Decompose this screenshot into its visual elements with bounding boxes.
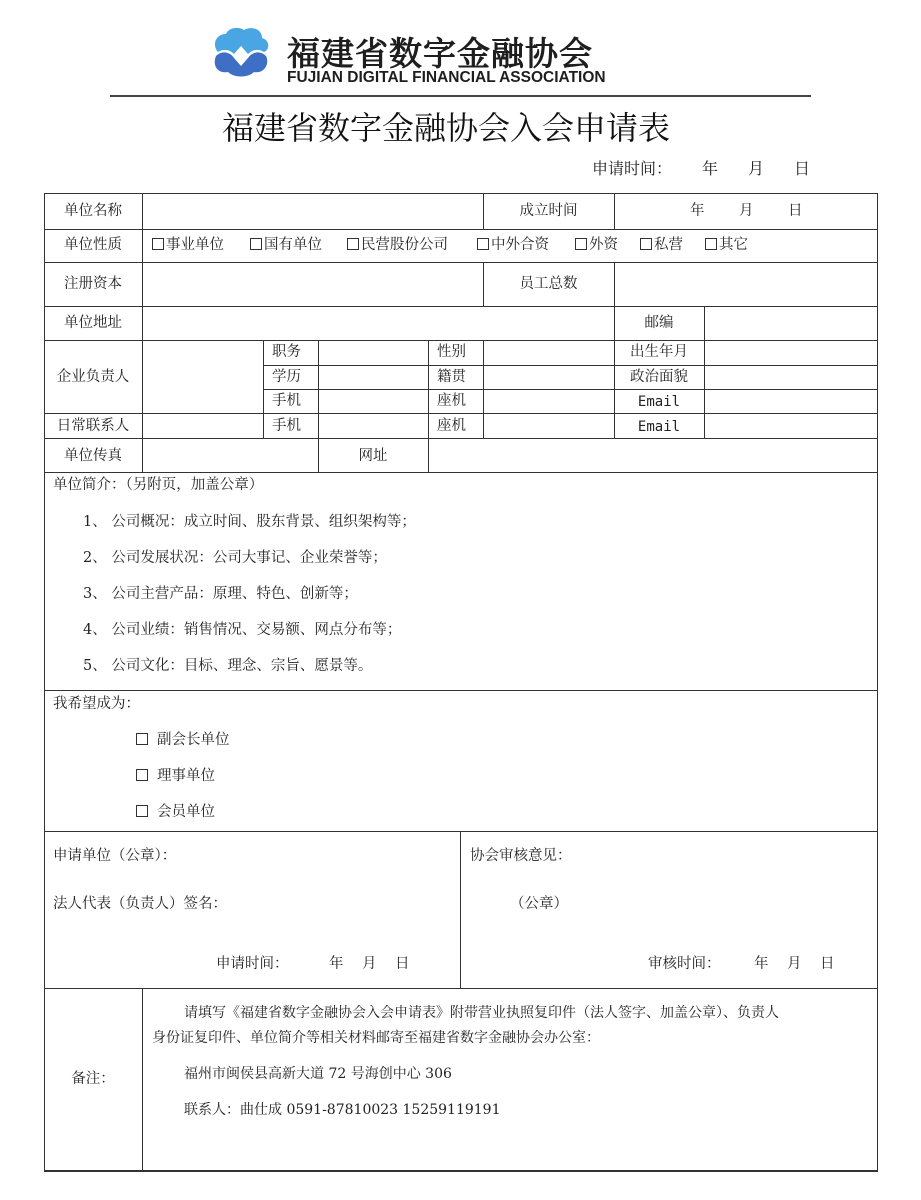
notes-line-1: 请填写《福建省数字金融协会入会申请表》附带营业执照复印件（法人签字、加盖公章）、负责人 [184,1005,779,1021]
native-place-field[interactable] [484,366,614,389]
employees-field[interactable] [615,263,877,306]
apply-date-month[interactable]: 月 [748,159,765,178]
leader-label: 企业负责人 [56,369,130,385]
checkbox-icon[interactable] [136,805,148,817]
intro-item: 4、 公司业绩：销售情况、交易额、网点分布等； [83,622,402,638]
nature-option[interactable]: 中外合资 [477,238,549,253]
address-field[interactable] [143,307,614,340]
postcode-field[interactable] [705,307,877,340]
checkbox-icon[interactable] [136,733,148,745]
checkbox-icon[interactable] [640,238,652,250]
position-field[interactable] [319,341,428,365]
nature-option[interactable]: 外资 [575,238,618,253]
leader-name-field[interactable] [143,341,263,413]
contact-landline-label: 座机 [437,418,466,434]
founded-label: 成立时间 [519,203,578,219]
employees-label: 员工总数 [519,276,578,292]
intro-item: 3、 公司主营产品：原理、特色、创新等； [83,586,358,602]
website-field[interactable] [429,439,877,472]
checkbox-icon[interactable] [705,238,717,250]
landline-label: 座机 [437,393,466,409]
birth-field[interactable] [705,341,877,365]
sign-apply-time-label: 申请时间： [216,956,289,972]
review-month[interactable]: 月 [787,956,802,972]
gender-field[interactable] [484,341,614,365]
nature-option[interactable]: 事业单位 [152,238,224,253]
wish-option-member[interactable]: 会员单位 [136,805,215,820]
notes-line-2: 身份证复印件、单位简介等相关材料邮寄至福建省数字金融协会办公室： [152,1030,600,1046]
review-day[interactable]: 日 [820,956,835,972]
page-title: 福建省数字金融协会入会申请表 [222,109,671,147]
checkbox-icon[interactable] [152,238,164,250]
logo-chinese-name: 福建省数字金融协会 [287,34,593,73]
contact-label: 日常联系人 [56,418,130,434]
legal-rep-signature-label: 法人代表（负责人）签名： [53,896,227,912]
intro-heading: 单位简介：（另附页，加盖公章） [53,477,264,493]
logo-english-name: FUJIAN DIGITAL FINANCIAL ASSOCIATION [287,69,606,86]
unit-name-field[interactable] [143,194,483,229]
apply-date-label: 申请时间： [592,159,673,178]
registered-capital-field[interactable] [143,263,483,306]
apply-date-year[interactable]: 年 [702,159,719,178]
checkbox-icon[interactable] [477,238,489,250]
contact-name-field[interactable] [143,414,263,438]
political-field[interactable] [705,366,877,389]
founded-month[interactable]: 月 [739,203,754,219]
contact-landline-field[interactable] [484,414,614,438]
notes-address: 福州市闽侯县高新大道 72 号海创中心 306 [184,1066,452,1082]
checkbox-icon[interactable] [250,238,262,250]
nature-option[interactable]: 私营 [640,238,683,253]
nature-option[interactable]: 其它 [705,238,748,253]
email-label: Email [637,394,681,410]
review-seal-label: （公章） [510,896,568,912]
gender-label: 性别 [437,344,466,360]
email-field[interactable] [705,390,877,413]
intro-item: 2、 公司发展状况：公司大事记、企业荣誉等； [83,550,387,566]
postcode-label: 邮编 [644,315,674,331]
landline-field[interactable] [484,390,614,413]
review-time-label: 审核时间： [648,956,721,972]
apply-date-day[interactable]: 日 [794,159,811,178]
education-field[interactable] [319,366,428,389]
unit-nature-label: 单位性质 [64,237,122,253]
contact-email-field[interactable] [705,414,877,438]
intro-item: 5、 公司文化：目标、理念、宗旨、愿景等。 [83,658,373,674]
contact-mobile-field[interactable] [319,414,428,438]
nature-option[interactable]: 国有单位 [250,238,322,253]
header-divider [110,95,811,97]
wish-option-council[interactable]: 理事单位 [136,769,215,784]
founded-year[interactable]: 年 [690,203,705,219]
checkbox-icon[interactable] [347,238,359,250]
wish-option-vice-president[interactable]: 副会长单位 [136,733,230,748]
sign-apply-month[interactable]: 月 [362,956,377,972]
review-year[interactable]: 年 [754,956,769,972]
notes-contact: 联系人：曲仕成 0591-87810023 15259119191 [184,1102,501,1118]
mobile-field[interactable] [319,390,428,413]
intro-item: 1、 公司概况：成立时间、股东背景、组织架构等； [83,514,416,530]
fax-label: 单位传真 [64,448,122,464]
sign-apply-year[interactable]: 年 [329,956,344,972]
position-label: 职务 [272,344,301,360]
address-label: 单位地址 [64,315,122,331]
contact-email-label: Email [637,419,681,435]
founded-day[interactable]: 日 [788,203,803,219]
unit-name-label: 单位名称 [64,203,122,219]
wish-heading: 我希望成为： [53,696,140,712]
applicant-seal-label: 申请单位（公章）： [53,848,177,864]
fax-field[interactable] [143,439,318,472]
checkbox-icon[interactable] [136,769,148,781]
birth-label: 出生年月 [630,344,688,360]
registered-capital-label: 注册资本 [64,276,122,292]
mobile-label: 手机 [272,393,301,409]
website-label: 网址 [358,448,388,464]
political-label: 政治面貌 [630,369,688,385]
native-place-label: 籍贯 [437,369,466,385]
review-opinion-label: 协会审核意见： [470,848,572,864]
education-label: 学历 [272,369,301,385]
logo-icon [212,26,270,78]
sign-apply-day[interactable]: 日 [395,956,410,972]
contact-mobile-label: 手机 [272,418,301,434]
nature-option[interactable]: 民营股份公司 [347,238,448,253]
notes-label: 备注： [71,1071,115,1087]
checkbox-icon[interactable] [575,238,587,250]
